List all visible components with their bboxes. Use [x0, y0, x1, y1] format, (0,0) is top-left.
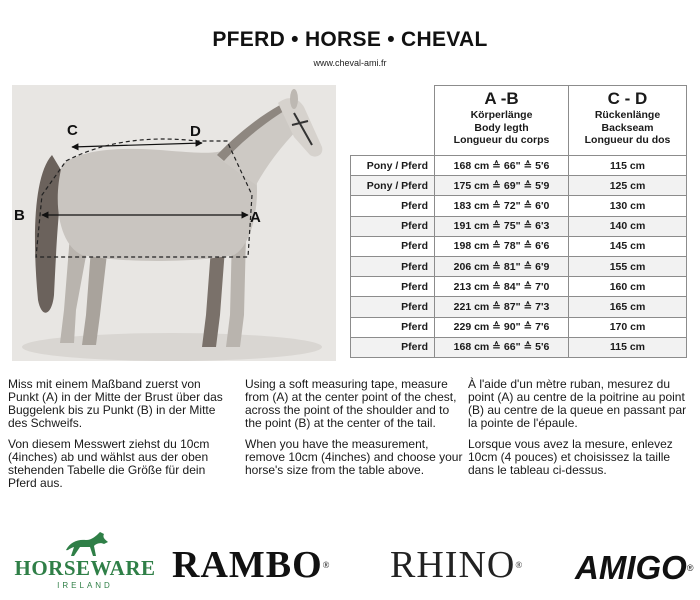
instructions-french	[468, 378, 696, 485]
row-label: Pferd	[351, 256, 435, 276]
header-ab-fr: Longueur du corps	[453, 134, 550, 146]
header-ab-de: Körperlänge	[470, 109, 533, 121]
label-a: A	[250, 209, 261, 226]
row-body-length: 206 cm ≙ 81" ≙ 6'9	[435, 256, 569, 276]
amigo-wordmark: AMIGO	[575, 549, 687, 586]
table-header-body-length	[435, 86, 569, 156]
row-body-length: 168 cm ≙ 66" ≙ 5'6	[435, 156, 569, 176]
row-back-length: 115 cm	[569, 337, 687, 357]
table-header-row	[351, 86, 687, 156]
row-label: Pferd	[351, 277, 435, 297]
instructions-de-p1: Miss mit einem Maßband zuerst von Punkt (A) in der Mitte der Brust über das Buggelenk bis zu Punkt (B) in der Mitte des Schweifs.	[8, 377, 223, 430]
table-row	[351, 277, 687, 297]
horse-measurement-illustration	[12, 85, 336, 361]
rhino-logo	[390, 545, 523, 585]
instructions-fr-p1: À l'aide d'un mètre ruban, mesurez du point (A) au centre de la poitrine au point (B) au centre de la queue en passant par la pointe de l'épaule.	[468, 377, 687, 430]
label-b: B	[14, 207, 25, 224]
table-row	[351, 297, 687, 317]
row-back-length: 145 cm	[569, 236, 687, 256]
header-ab-en: Body legth	[474, 121, 529, 134]
horse-figure	[12, 85, 336, 361]
row-body-length: 191 cm ≙ 75" ≙ 6'3	[435, 216, 569, 236]
table-row	[351, 176, 687, 196]
table-row	[351, 196, 687, 216]
rambo-logo	[172, 545, 331, 585]
instructions-fr-p2: Lorsque vous avez la mesure, enlevez 10cm (4 pouces) et choisissez la taille dans le tableau ci-dessus.	[468, 437, 673, 477]
row-label: Pferd	[351, 317, 435, 337]
row-back-length: 160 cm	[569, 277, 687, 297]
row-back-length: 170 cm	[569, 317, 687, 337]
row-label: Pferd	[351, 337, 435, 357]
table-row	[351, 256, 687, 276]
instructions-german	[8, 378, 230, 498]
row-body-length: 198 cm ≙ 78" ≙ 6'6	[435, 236, 569, 256]
header-cd-code: C - D	[607, 89, 648, 108]
rambo-registered-mark: ®	[322, 560, 331, 570]
table-header-blank	[351, 86, 435, 156]
header-cd-de: Rückenlänge	[594, 109, 661, 121]
row-back-length: 115 cm	[569, 156, 687, 176]
page-title: PFERD • HORSE • CHEVAL	[212, 28, 488, 51]
row-label: Pony / Pferd	[351, 176, 435, 196]
row-back-length: 125 cm	[569, 176, 687, 196]
table-row	[351, 317, 687, 337]
instructions-de-p2: Von diesem Messwert ziehst du 10cm (4inches) ab und wählst aus der oben stehenden Tabelle die Größe für dein Pferd aus.	[8, 437, 210, 490]
row-back-length: 130 cm	[569, 196, 687, 216]
row-back-length: 155 cm	[569, 256, 687, 276]
table-row	[351, 156, 687, 176]
rhino-wordmark: RHINO	[390, 544, 516, 586]
row-body-length: 229 cm ≙ 90" ≙ 7'6	[435, 317, 569, 337]
instructions-english	[245, 378, 467, 485]
rambo-wordmark: RAMBO	[172, 544, 323, 586]
amigo-logo	[575, 548, 693, 588]
row-label: Pferd	[351, 216, 435, 236]
size-table	[350, 85, 687, 358]
instructions-en-p2: When you have the measurement, remove 10cm (4inches) and choose your horse's size from the table above.	[245, 437, 463, 477]
header-ab-code: A -B	[484, 89, 519, 108]
row-label: Pferd	[351, 297, 435, 317]
table-header-back-length	[569, 86, 687, 156]
row-label: Pony / Pferd	[351, 156, 435, 176]
label-c: C	[67, 122, 78, 139]
table-row	[351, 236, 687, 256]
table-row	[351, 337, 687, 357]
row-back-length: 140 cm	[569, 216, 687, 236]
header-cd-fr: Longueur du dos	[584, 134, 671, 146]
horse-icon	[60, 530, 110, 558]
row-body-length: 213 cm ≙ 84" ≙ 7'0	[435, 277, 569, 297]
row-body-length: 168 cm ≙ 66" ≙ 5'6	[435, 337, 569, 357]
rhino-registered-mark: ®	[515, 560, 524, 570]
row-label: Pferd	[351, 236, 435, 256]
row-body-length: 175 cm ≙ 69" ≙ 5'9	[435, 176, 569, 196]
row-label: Pferd	[351, 196, 435, 216]
header-cd-en: Backseam	[601, 121, 654, 134]
horseware-logo	[12, 530, 158, 590]
row-back-length: 165 cm	[569, 297, 687, 317]
horseware-wordmark: HORSEWARE	[14, 556, 156, 580]
row-body-length: 183 cm ≙ 72" ≙ 6'0	[435, 196, 569, 216]
label-d: D	[190, 123, 201, 140]
row-body-length: 221 cm ≙ 87" ≙ 7'3	[435, 297, 569, 317]
table-row	[351, 216, 687, 236]
amigo-registered-mark: ®	[686, 563, 694, 573]
horseware-subtitle: IRELAND	[57, 581, 113, 590]
instructions-en-p1: Using a soft measuring tape, measure from (A) at the center point of the chest, across the point of the shoulder and to the point (B) at the center of the tail.	[245, 377, 457, 430]
website-url: www.cheval-ami.fr	[313, 58, 387, 68]
